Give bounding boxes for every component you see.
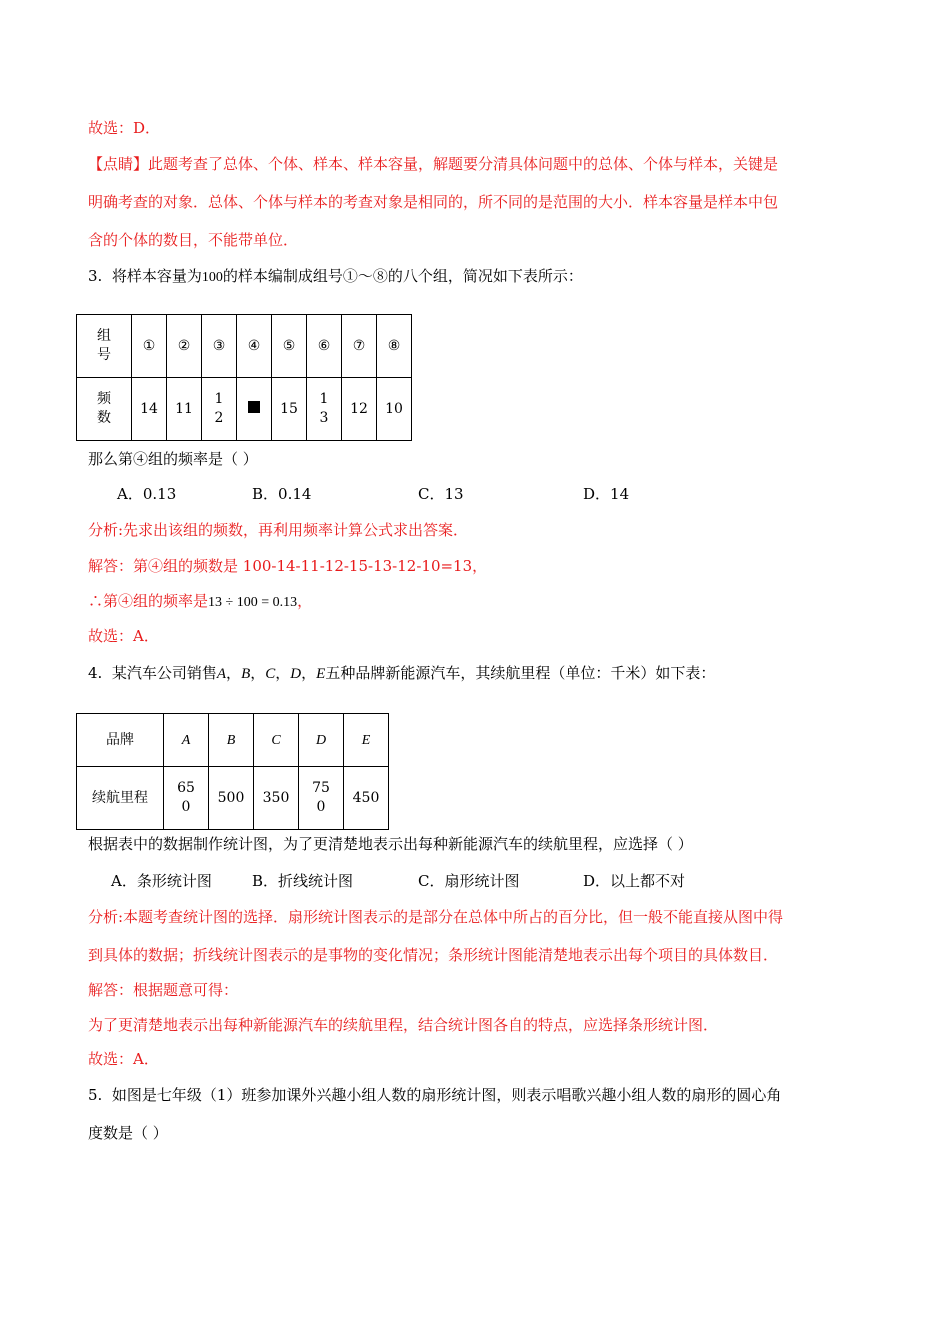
q3-freq-digit: 2 <box>214 410 224 426</box>
q4-mileage-table <box>76 713 389 830</box>
q3-group-cell: ② <box>167 315 202 378</box>
q3-row1-label <box>77 315 132 378</box>
q3-solution: 解答：第④组的频数是 100-14-11-12-15-13-12-10=13， <box>88 557 488 575</box>
q3-analysis: 分析:先求出该组的频数，再利用频率计算公式求出答案． <box>88 521 469 539</box>
q4-brand-cell: D <box>299 714 344 767</box>
q4-brand-e: E <box>316 666 326 682</box>
q4-analysis-line-1: 分析:本题考查统计图的选择．扇形统计图表示的是部分在总体中所占的百分比，但一般不能直接从图中得 <box>88 908 784 926</box>
q3-row2-label-char-1: 频 <box>97 391 111 407</box>
q3-question: 那么第④组的频率是（ ） <box>88 450 258 468</box>
q5-stem-line-1 <box>88 1084 781 1106</box>
q4-mileage-part: 0 <box>181 799 191 815</box>
q3-group-cell: ④ <box>237 315 272 378</box>
q4-answer: 故选：A． <box>88 1050 159 1068</box>
q3-group-cell: ① <box>132 315 167 378</box>
q3-number: 3. <box>88 267 103 285</box>
q3-freq-digit: 3 <box>319 410 329 426</box>
q5-number: 5. <box>88 1086 103 1104</box>
q4-number: 4. <box>88 664 103 682</box>
q4-mileage-part: 0 <box>316 799 326 815</box>
q3-group-cell: ⑦ <box>342 315 377 378</box>
q4-brand-cell: C <box>254 714 299 767</box>
q4-brand-cell: B <box>209 714 254 767</box>
q3-freq-digit: 1 <box>214 391 224 407</box>
q3-therefore-text: ∴第④组的频率是 <box>88 592 209 610</box>
q4-brand-d: D <box>290 666 302 682</box>
q4-solution: 解答：根据题意可得： <box>88 981 239 999</box>
q4-analysis-line-2: 到具体的数据；折线统计图表示的是事物的变化情况；条形统计图能清楚地表示出每个项目的具体数目． <box>88 946 779 964</box>
q3-option-d: D．14 <box>583 485 630 503</box>
q3-freq-cell <box>202 378 237 441</box>
q4-mileage-cell: 350 <box>254 767 299 830</box>
q3-stem <box>88 265 583 289</box>
q3-group-cell: ③ <box>202 315 237 378</box>
q2-comment-line-2: 明确考查的对象．总体、个体与样本的考查对象是相同的，所不同的是范围的大小．样本容量是样本中包 <box>88 193 779 211</box>
q3-freq-cell: 11 <box>167 378 202 441</box>
q2-comment-line-3: 含的个体的数目，不能带单位． <box>88 231 299 249</box>
q4-mileage-cell: 500 <box>209 767 254 830</box>
q3-therefore-math: 13 ÷ 100 = 0.13 <box>208 595 298 610</box>
q3-group-cell: ⑧ <box>377 315 412 378</box>
q3-freq-digit: 1 <box>319 391 329 407</box>
q3-freq-cell: 10 <box>377 378 412 441</box>
hidden-value-square-icon <box>248 401 260 413</box>
q4-mileage-cell <box>299 767 344 830</box>
q3-freq-cell <box>307 378 342 441</box>
q3-row2-label <box>77 378 132 441</box>
q4-brand-c: C <box>265 666 276 682</box>
q3-therefore <box>88 590 312 614</box>
q3-answer: 故选：A． <box>88 627 159 645</box>
q4-brand-a: A <box>216 666 227 682</box>
q4-stem <box>88 662 715 685</box>
q4-option-a: A．条形统计图 <box>111 872 212 890</box>
q3-stem-pre: 将样本容量为 <box>111 267 202 285</box>
q2-answer: 故选：D． <box>88 119 161 137</box>
q4-solution-line-2: 为了更清楚地表示出每种新能源汽车的续航里程，结合统计图各自的特点，应选择条形统计图． <box>88 1016 719 1034</box>
q4-stem-pre: 某汽车公司销售 <box>111 664 217 682</box>
q4-brand-cell: E <box>344 714 389 767</box>
q4-mileage-part: 75 <box>312 780 330 796</box>
q3-group-cell: ⑥ <box>307 315 342 378</box>
q4-option-b: B．折线统计图 <box>252 872 354 890</box>
q3-freq-cell-hidden <box>237 378 272 441</box>
q4-mileage-part: 65 <box>177 780 195 796</box>
q3-row1-label-char-2: 号 <box>97 347 111 363</box>
q4-question: 根据表中的数据制作统计图，为了更清楚地表示出每种新能源汽车的续航里程，应选择（ ） <box>88 835 693 853</box>
q5-stem-line-2: 度数是（ ） <box>88 1124 168 1142</box>
q4-brand-cell: A <box>164 714 209 767</box>
q4-sep: ， <box>275 664 291 682</box>
q4-sep: ， <box>301 664 317 682</box>
q2-comment-line-1: 【点睛】此题考查了总体、个体、样本、样本容量，解题要分清具体问题中的总体、个体与样本，关键是 <box>88 155 779 173</box>
q3-option-a: A．0.13 <box>117 485 177 503</box>
q3-freq-cell: 14 <box>132 378 167 441</box>
q3-option-b: B．0.14 <box>252 485 312 503</box>
q3-therefore-comma: ， <box>297 592 313 610</box>
q4-option-d: D．以上都不对 <box>583 872 686 890</box>
q3-freq-cell: 12 <box>342 378 377 441</box>
q4-sep: ， <box>226 664 242 682</box>
q4-row2-label: 续航里程 <box>77 767 164 830</box>
q4-brand-b: B <box>241 666 251 682</box>
q4-row1-label: 品牌 <box>77 714 164 767</box>
q4-mileage-cell: 450 <box>344 767 389 830</box>
q3-row2-label-char-2: 数 <box>97 410 111 426</box>
q3-group-cell: ⑤ <box>272 315 307 378</box>
q3-frequency-table <box>76 314 412 441</box>
q4-stem-post: 五种品牌新能源汽车，其续航里程（单位：千米）如下表： <box>325 664 716 682</box>
q3-row1-label-char-1: 组 <box>97 328 111 344</box>
q5-stem-text-1: 如图是七年级（1）班参加课外兴趣小组人数的扇形统计图，则表示唱歌兴趣小组人数的扇形的圆心角 <box>111 1086 782 1104</box>
q4-sep: ， <box>250 664 266 682</box>
q3-option-c: C．13 <box>418 485 464 503</box>
q4-mileage-cell <box>164 767 209 830</box>
q3-stem-num: 100 <box>201 270 223 285</box>
q3-stem-post: 的样本编制成组号①～⑧的八个组，简况如下表所示： <box>222 267 583 285</box>
q4-option-c: C．扇形统计图 <box>418 872 520 890</box>
q3-freq-cell: 15 <box>272 378 307 441</box>
